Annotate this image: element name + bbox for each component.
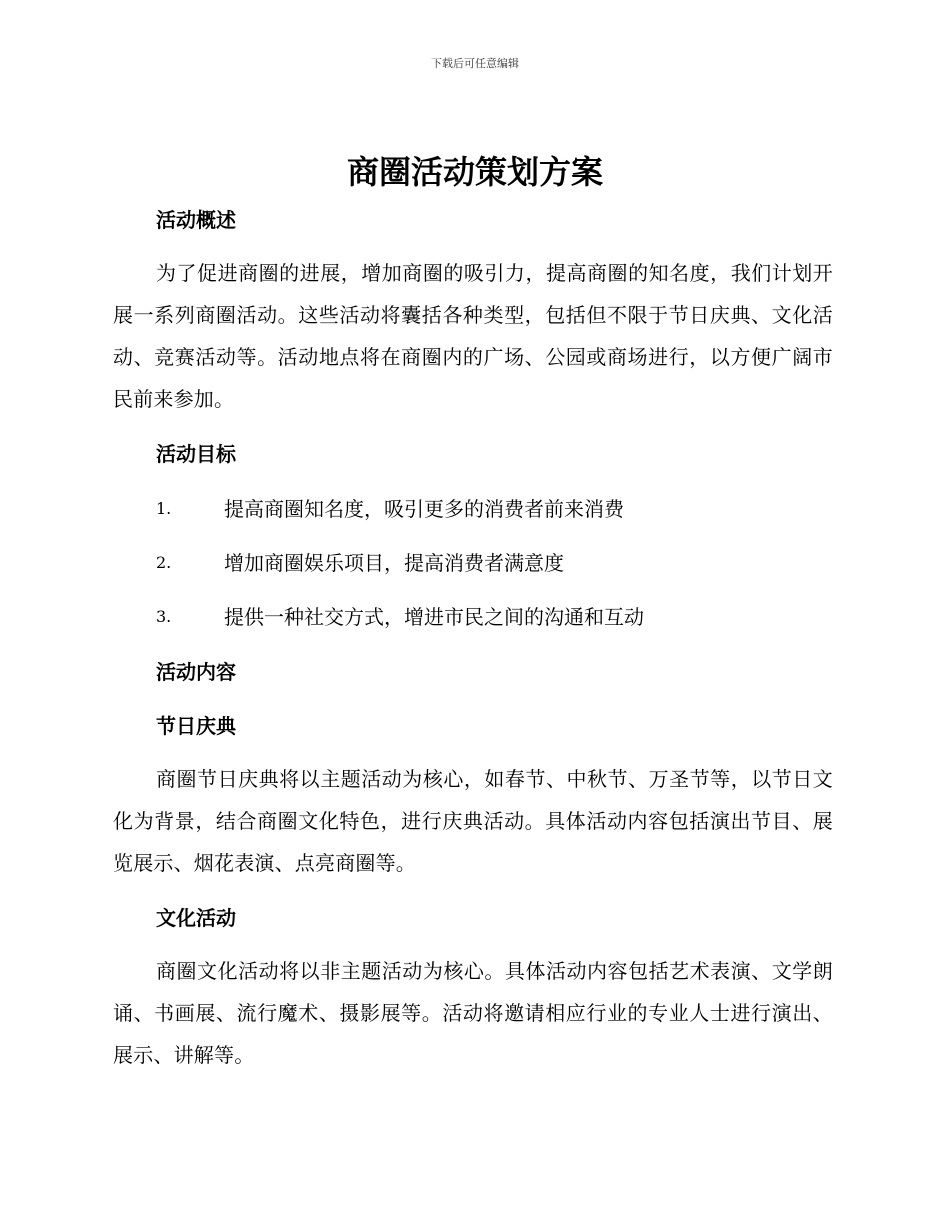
paragraph-festival: 商圈节日庆典将以主题活动为核心，如春节、中秋节、万圣节等，以节日文化为背景，结合商圈文化特色，进行庆典活动。具体活动内容包括演出节目、展览展示、烟花表演、点亮商圈等。 xyxy=(113,767,833,875)
list-item-number: 2. xyxy=(156,553,172,572)
list-item xyxy=(113,482,833,536)
paragraph-culture: 商圈文化活动将以非主题活动为核心。具体活动内容包括艺术表演、文学朗诵、书画展、流行魔术、摄影展等。活动将邀请相应行业的专业人士进行演出、展示、讲解等。 xyxy=(113,959,833,1067)
goals-list xyxy=(113,482,833,644)
heading-goals: 活动目标 xyxy=(156,442,236,466)
list-item xyxy=(113,590,833,644)
list-item-number: 3. xyxy=(156,607,172,626)
document-body xyxy=(113,200,833,1076)
heading-festival: 节日庆典 xyxy=(156,714,236,738)
document-title: 商圈活动策划方案 xyxy=(346,153,603,191)
heading-culture: 文化活动 xyxy=(156,906,236,930)
list-item xyxy=(113,536,833,590)
list-item-text: 提高商圈知名度，吸引更多的消费者前来消费 xyxy=(224,497,624,521)
paragraph-overview: 为了促进商圈的进展，增加商圈的吸引力，提高商圈的知名度，我们计划开展一系列商圈活动。这些活动将囊括各种类型，包括但不限于节日庆典、文化活动、竞赛活动等。活动地点将在商圈内的广场、公园或商场进行，以方便广阔市民前来参加。 xyxy=(113,261,833,411)
list-item-number: 1. xyxy=(156,499,172,518)
list-item-text: 提供一种社交方式，增进市民之间的沟通和互动 xyxy=(224,605,644,629)
heading-content: 活动内容 xyxy=(156,660,236,684)
list-item-text: 增加商圈娱乐项目，提高消费者满意度 xyxy=(224,551,564,575)
page-header-note: 下载后可任意编辑 xyxy=(431,57,519,70)
heading-overview: 活动概述 xyxy=(156,208,236,232)
